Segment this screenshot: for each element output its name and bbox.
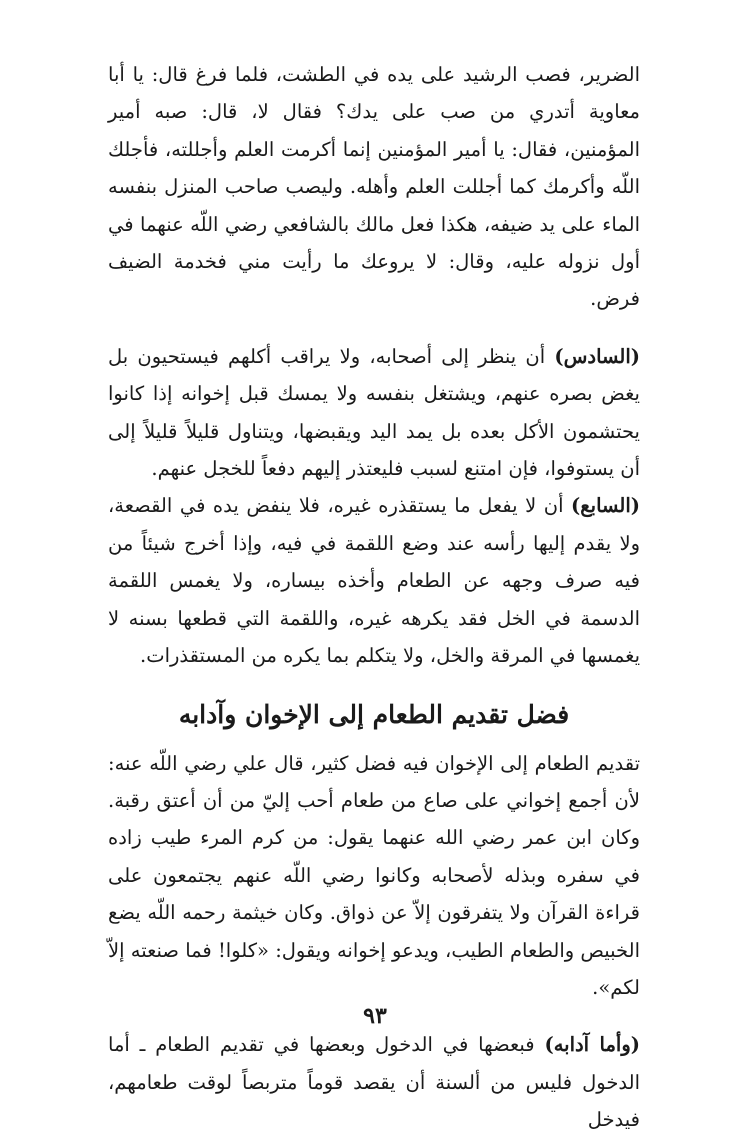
paragraph-sixth bbox=[108, 338, 640, 488]
paragraph-continued bbox=[108, 56, 640, 318]
paragraph-manners bbox=[108, 1026, 640, 1138]
paragraph-seventh bbox=[108, 487, 640, 674]
paragraph-text: الضرير، فصب الرشيد على يده في الطشت، فلما فرغ قال: يا أبا معاوية أتدري من صب على يدك؟ فقال لا، قال: صبه أمير المؤمنين، فقال: يا أمير المؤمنين إنما أكرمت العلم وأجللته، فأجلك اللّه وأكرمك كما أجللت العلم وأهله. وليصب صاحب المنزل بنفسه الماء على يد ضيفه، هكذا فعل مالك بالشافعي رضي اللّه عنهما في أول نزوله عليه، وقال: لا يروعك ما رأيت مني فخدمة الضيف فرض. bbox=[108, 63, 640, 311]
paragraph-text: أن ينظر إلى أصحابه، ولا يراقب أكلهم فيستحيون بل يغض بصره عنهم، ويشتغل بنفسه ولا يمسك قبل إخوانه إذا كانوا يحتشمون الأكل بعده بل يمد اليد ويقبضها، ويتناول قليلاً قليلاً إلى أن يستوفوا، فإن امتنع لسبب فليعتذر إليهم دفعاً للخجل عنهم. bbox=[108, 344, 640, 481]
paragraph-lead: (السادس) bbox=[554, 344, 640, 368]
paragraph-lead: (وأما آدابه) bbox=[544, 1033, 640, 1057]
paragraph-text: تقديم الطعام إلى الإخوان فيه فضل كثير، قال علي رضي اللّه عنه: لأن أجمع إخواني على صاع من طعام أحب إليّ من أن أعتق رقبة. وكان ابن عمر رضي الله عنهما يقول: من كرم المرء طيب زاده في سفره وبذله لأصحابه وكانوا رضي اللّه عنهم يجتمعون على قراءة القرآن ولا يتفرقون إلاّ عن ذواق. وكان خيثمة رحمه اللّه يضع الخبيص والطعام الطيب، ويدعو إخوانه ويقول: «كلوا! فما صنعته إلاّ لكم». bbox=[108, 751, 640, 999]
paragraph-section-intro bbox=[108, 745, 640, 1007]
paragraph-lead: (السابع) bbox=[571, 494, 640, 518]
paragraph-text: أن لا يفعل ما يستقذره غيره، فلا ينفض يده في القصعة، ولا يقدم إليها رأسه عند وضع اللقمة في فيه، وإذا أخرج شيئاً من فيه صرف وجهه عن الطعام وأخذه بيساره، ولا يغمس اللقمة الدسمة في الخل فقد يكرهه غيره، واللقمة التي قطعها بسنه لا يغمسها في المرقة والخل، ولا يتكلم بما يكره من المستقذرات. bbox=[108, 494, 640, 668]
page-number: ٩٣ bbox=[363, 1003, 387, 1029]
section-heading: فضل تقديم الطعام إلى الإخوان وآدابه bbox=[178, 699, 570, 729]
paragraph-text: فبعضها في الدخول وبعضها في تقديم الطعام ـ أما الدخول فليس من ألسنة أن يقصد قوماً متربصاً لوقت طعامهم، فيدخل bbox=[108, 1033, 640, 1132]
